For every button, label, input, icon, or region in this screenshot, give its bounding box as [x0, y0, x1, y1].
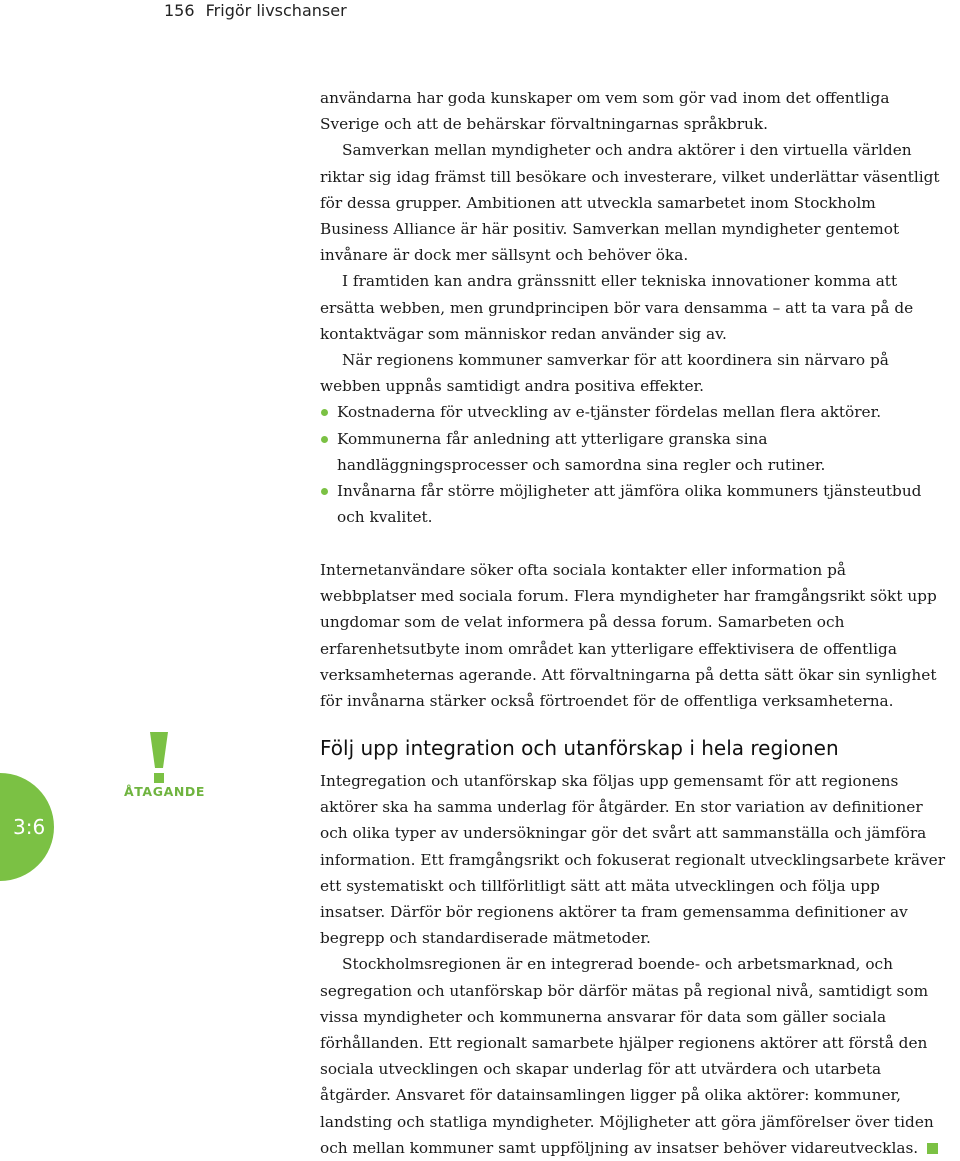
list-item-text: Kommunerna får anledning att ytterligare granska sina handläggningsprocesser och samordna sina regler och rutiner. [337, 429, 826, 474]
commitment-number: 3:6 [13, 815, 46, 839]
end-mark-icon [927, 1143, 938, 1154]
body-text-block [320, 85, 945, 530]
list-item-text: Invånarna får större möjligheter att jämföra olika kommuners tjänsteutbud och kvalitet. [337, 482, 922, 527]
commitment-section [320, 733, 945, 1161]
paragraph: I framtiden kan andra gränssnitt eller tekniska innovationer komma att ersätta webben, men grundprincipen bör vara densamma – att ta vara på de kontaktvägar som människor redan använder sig av. [320, 272, 914, 343]
paragraph: Internetanvändare söker ofta sociala kontakter eller information på webbplatser med sociala forum. Flera myndigheter har framgångsrikt sökt upp ungdomar som de velat informera på dessa forum. Samarbeten och erfarenhetsutbyte inom området kan ytterligare effektivisera de offentliga verksamheternas agerande. Att förvaltningarna på detta sätt ökar sin synlighet för invånarna stärker också förtroendet för de offentliga verksamheterna. [320, 561, 937, 711]
exclamation-icon [149, 732, 169, 784]
book-title: Frigör livschanser [205, 1, 347, 20]
list-item [320, 426, 945, 478]
bullet-icon [321, 488, 328, 495]
page-number: 156 [164, 1, 195, 20]
paragraph: Samverkan mellan myndigheter och andra aktörer i den virtuella världen riktar sig idag främst till besökare och investerare, vilket underlättar väsentligt för dessa grupper. Ambitionen att utveckla samarbetet inom Stockholm Business Alliance är här positiv. Samverkan mellan myndigheter gentemot invånare är dock mer sällsynt och behöver öka. [320, 141, 940, 265]
paragraph: När regionens kommuner samverkar för att koordinera sin närvaro på webben uppnås samtidigt andra positiva effekter. [320, 351, 889, 396]
list-item [320, 478, 945, 530]
bullet-icon [321, 409, 328, 416]
commitment-label: ÅTAGANDE [124, 784, 206, 799]
paragraph [320, 951, 945, 1161]
bullet-icon [321, 436, 328, 443]
section-heading: Följ upp integration och utanförskap i hela regionen [320, 736, 839, 760]
paragraph-text: Stockholmsregionen är en integrerad boende- och arbetsmarknad, och segregation och utanförskap bör därför mätas på regional nivå, samtidigt som vissa myndigheter och kommunerna ansvarar för data som gäller sociala förhållanden. Ett regionalt samarbete hjälper regionens aktörer att förstå den sociala utvecklingen och skapar underlag för att utvärdera och utarbeta åtgärder. Ansvaret för datainsamlingen ligger på olika aktörer: kommuner, landsting och statliga myndigheter. Möjligheter att göra jämförelser över tiden och mellan kommuner samt uppföljning av insatser behöver vidareutvecklas. [320, 955, 934, 1157]
bullet-list [320, 399, 945, 530]
paragraph: Integregation och utanförskap ska följas upp gemensamt för att regionens aktörer ska ha samma underlag för åtgärder. En stor variation av definitioner och olika typer av undersökningar gör det svårt att sammanställa och jämföra information. Ett framgångsrikt och fokuserat regionalt utvecklingsarbete kräver ett systematiskt och tillförlitligt sätt att mäta utvecklingen och följa upp insatser. Därför bör regionens aktörer ta fram gemensamma definitioner av begrepp och standardiserade mätmetoder. [320, 772, 946, 948]
paragraph: användarna har goda kunskaper om vem som gör vad inom det offentliga Sverige och att de behärskar förvaltningarnas språkbruk. [320, 89, 890, 134]
running-header [164, 0, 347, 22]
list-item [320, 399, 945, 425]
body-text-block [320, 557, 945, 714]
list-item-text: Kostnaderna för utveckling av e-tjänster fördelas mellan flera aktörer. [337, 403, 882, 422]
